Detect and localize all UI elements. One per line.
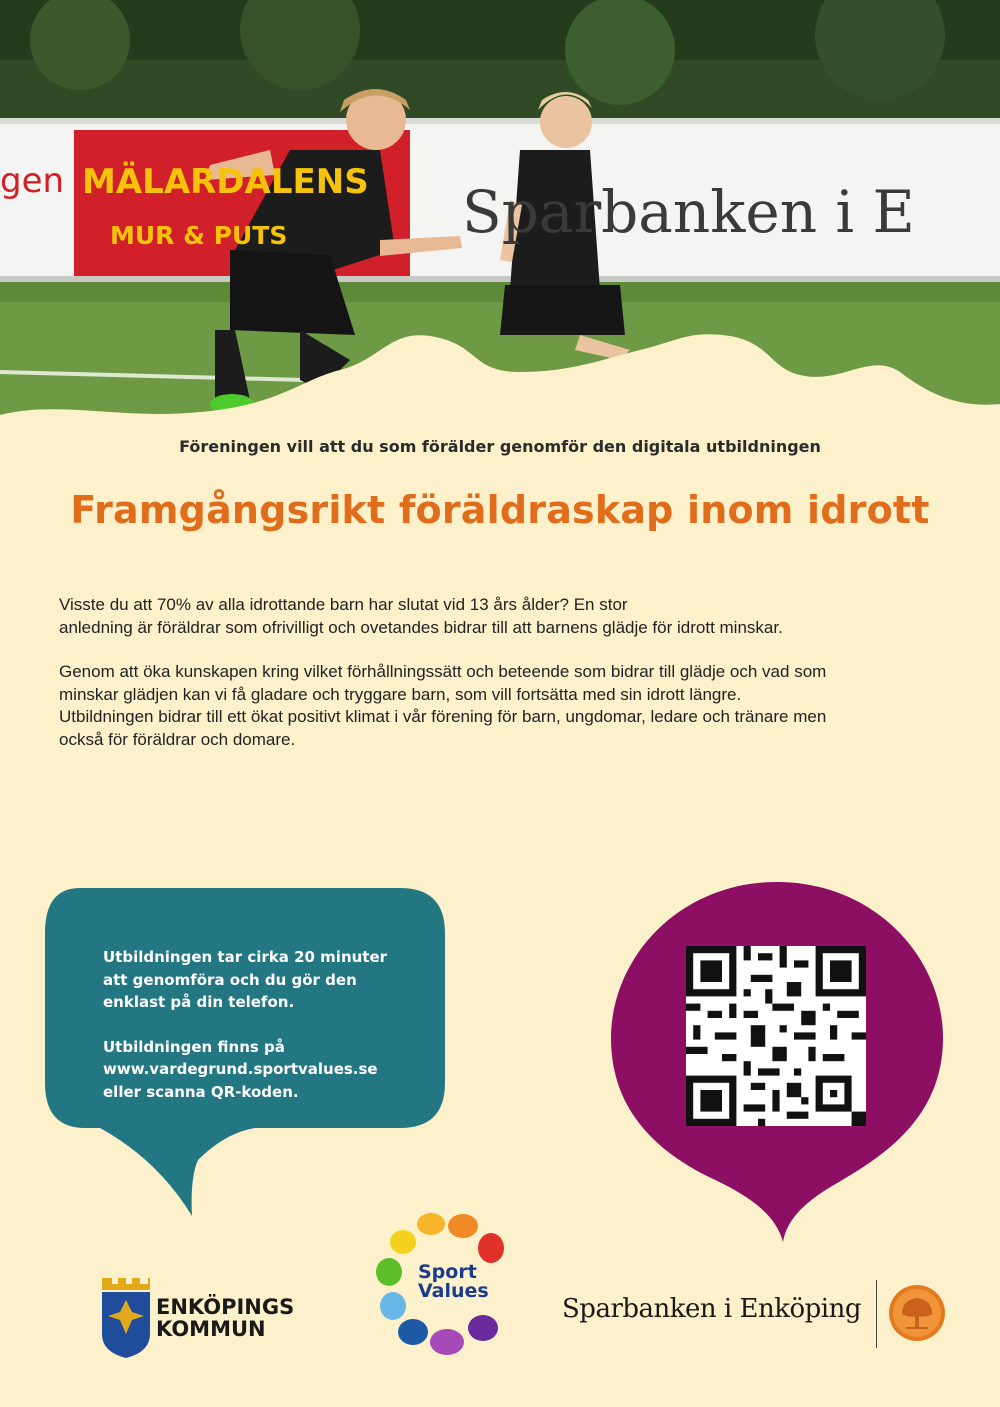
kommun-line-1: ENKÖPINGS <box>156 1295 295 1319</box>
board-text-gen: gen <box>0 161 65 201</box>
p1-line-1: Visste du att 70% av alla idrottande barn har slutat vid 13 års ålder? En stor <box>59 595 628 614</box>
paragraph-2 <box>59 661 939 751</box>
oak-tree-emblem-icon <box>888 1284 946 1342</box>
header-photo <box>0 0 1000 430</box>
paragraph-1 <box>59 594 939 639</box>
board-text-sparbanken: Sparbanken i E <box>462 178 915 246</box>
p2-line-2: minskar glädjen kan vi få gladare och tryggare barn, som vill fortsätta med sin idrott längre. <box>59 684 742 704</box>
info-paragraph-2 <box>103 1036 403 1104</box>
sparbanken-name: Sparbanken i Enköping <box>562 1294 861 1324</box>
p2-line-3: Utbildningen bidrar till ett ökat positivt klimat i vår förening för barn, ungdomar, ledare och tränare men <box>59 707 827 727</box>
p2-line-4: också för föräldrar och domare. <box>59 729 296 749</box>
page-title: Framgångsrikt föräldraskap inom idrott <box>70 488 930 532</box>
sport-values-line-2: Values <box>418 1280 489 1302</box>
info-line-1: Utbildningen tar cirka 20 minuter <box>103 948 388 966</box>
info-line-6: eller scanna QR-koden. <box>103 1082 299 1101</box>
info-line-2: att genomföra och du gör den <box>103 970 357 989</box>
qr-code[interactable] <box>686 946 866 1126</box>
info-url-link[interactable]: www.vardegrund.sportvalues.se <box>103 1060 378 1079</box>
info-paragraph-1 <box>103 946 403 1014</box>
p2-line-1: Genom att öka kunskapen kring vilket förhållningssätt och beteende som bidrar till glädje och vad som <box>59 662 827 682</box>
enkopings-kommun-logo <box>100 1276 320 1360</box>
p1-line-2: anledning är föräldrar som ofrivilligt och ovetandes bidrar till att barnens glädje för idrott minskar. <box>59 617 783 637</box>
kommun-line-2: KOMMUN <box>156 1317 266 1341</box>
sport-values-name <box>418 1263 498 1301</box>
info-line-4: Utbildningen finns på <box>103 1037 285 1056</box>
logo-divider <box>876 1280 877 1348</box>
intro-text: Föreningen vill att du som förälder genomför den digitala utbildningen <box>179 437 821 456</box>
sparbanken-logo <box>562 1280 952 1350</box>
board-text-malardalens: MÄLARDALENS <box>82 162 369 202</box>
board-text-murputs: MUR & PUTS <box>110 221 288 250</box>
kommun-name <box>156 1296 294 1340</box>
sport-values-line-1: Sport <box>418 1261 477 1283</box>
body-text <box>59 594 939 774</box>
coat-of-arms-icon <box>100 1276 152 1360</box>
info-text <box>103 946 403 1126</box>
info-line-3: enklast på din telefon. <box>103 993 295 1012</box>
